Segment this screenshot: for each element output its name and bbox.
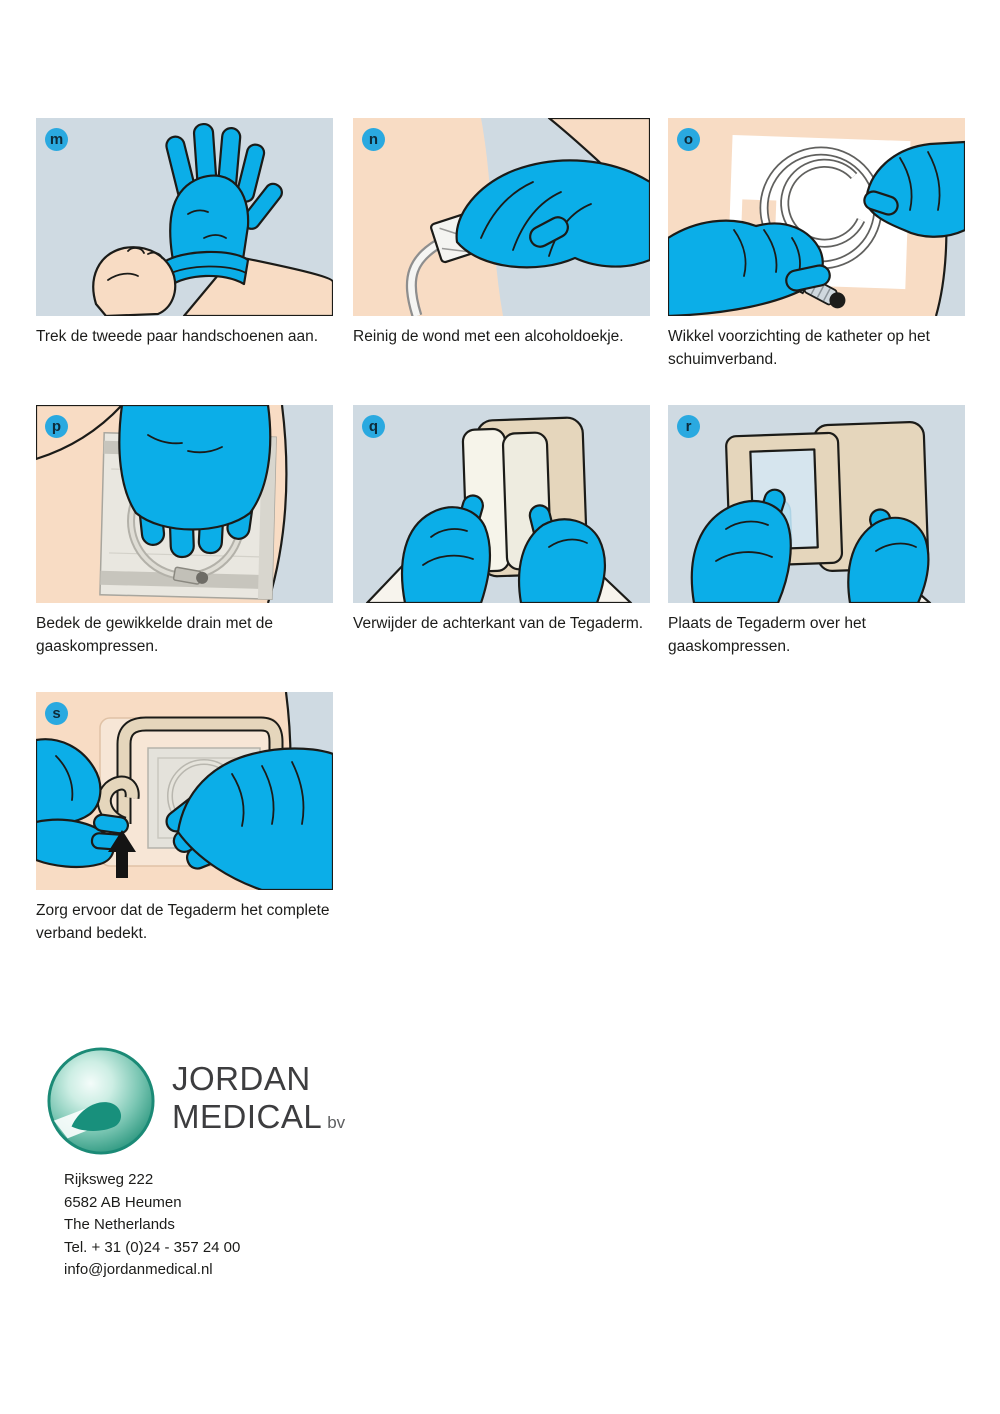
jordan-medical-logo-icon bbox=[46, 1046, 156, 1156]
tegaderm-placement-illustration bbox=[668, 405, 965, 603]
step-caption: Trek de tweede paar handschoenen aan. bbox=[36, 328, 319, 345]
panel-n-illustration bbox=[353, 118, 650, 316]
step-letter-badge: m bbox=[45, 128, 68, 151]
frame-removal-illustration bbox=[36, 692, 333, 890]
panel-o-illustration bbox=[668, 118, 965, 316]
pulling-fist bbox=[93, 247, 175, 316]
logo-suffix: bv bbox=[327, 1113, 346, 1132]
step-letter-badge: n bbox=[362, 128, 385, 151]
address-street: Rijksweg 222 bbox=[64, 1171, 154, 1188]
step-caption: Bedek de gewikkelde drain met de gaaskompressen. bbox=[36, 615, 273, 655]
gauze-covering-illustration bbox=[36, 405, 333, 603]
panel-s-illustration bbox=[36, 692, 333, 890]
step-letter-badge: p bbox=[45, 415, 68, 438]
step-caption: Zorg ervoor dat de Tegaderm het complete verband bedekt. bbox=[36, 902, 330, 942]
wound-cleaning-illustration bbox=[353, 118, 650, 316]
step-caption: Reinig de wond met een alcoholdoekje. bbox=[353, 328, 624, 345]
address-email: info@jordanmedical.nl bbox=[64, 1261, 213, 1278]
step-caption: Plaats de Tegaderm over het gaaskompressen. bbox=[668, 615, 866, 655]
panel-m-illustration bbox=[36, 118, 333, 316]
panel-s bbox=[36, 692, 341, 945]
glove-donning-illustration bbox=[36, 118, 333, 316]
address-postal: 6582 AB Heumen bbox=[64, 1193, 182, 1211]
step-letter-badge: r bbox=[677, 415, 700, 438]
step-letter-badge: q bbox=[362, 415, 385, 438]
panel-q-illustration bbox=[353, 405, 650, 603]
step-caption: Wikkel voorzichting de katheter op het schuimverband. bbox=[668, 328, 930, 368]
address-block bbox=[64, 1169, 466, 1282]
panel-m bbox=[36, 118, 341, 348]
step-caption: Verwijder de achterkant van de Tegaderm. bbox=[353, 615, 644, 632]
tegaderm-backing-removal-illustration bbox=[353, 405, 650, 603]
logo-row bbox=[46, 1046, 466, 1156]
panel-o bbox=[668, 118, 973, 371]
footer bbox=[46, 1046, 466, 1282]
panel-n bbox=[353, 118, 658, 348]
step-letter-badge: s bbox=[45, 702, 68, 725]
address-country: The Netherlands bbox=[64, 1216, 175, 1233]
catheter-wrapping-illustration bbox=[668, 118, 965, 316]
panel-r-illustration bbox=[668, 405, 965, 603]
address-phone: Tel. + 31 (0)24 - 357 24 00 bbox=[64, 1238, 241, 1256]
panel-p bbox=[36, 405, 341, 658]
panel-p-illustration bbox=[36, 405, 333, 603]
logo-wordmark bbox=[172, 1060, 345, 1142]
step-letter-badge: o bbox=[677, 128, 700, 151]
logo-line1: JORDAN bbox=[172, 1060, 311, 1097]
panel-q bbox=[353, 405, 658, 635]
panel-r bbox=[668, 405, 973, 658]
logo-line2: MEDICAL bv bbox=[172, 1098, 346, 1135]
